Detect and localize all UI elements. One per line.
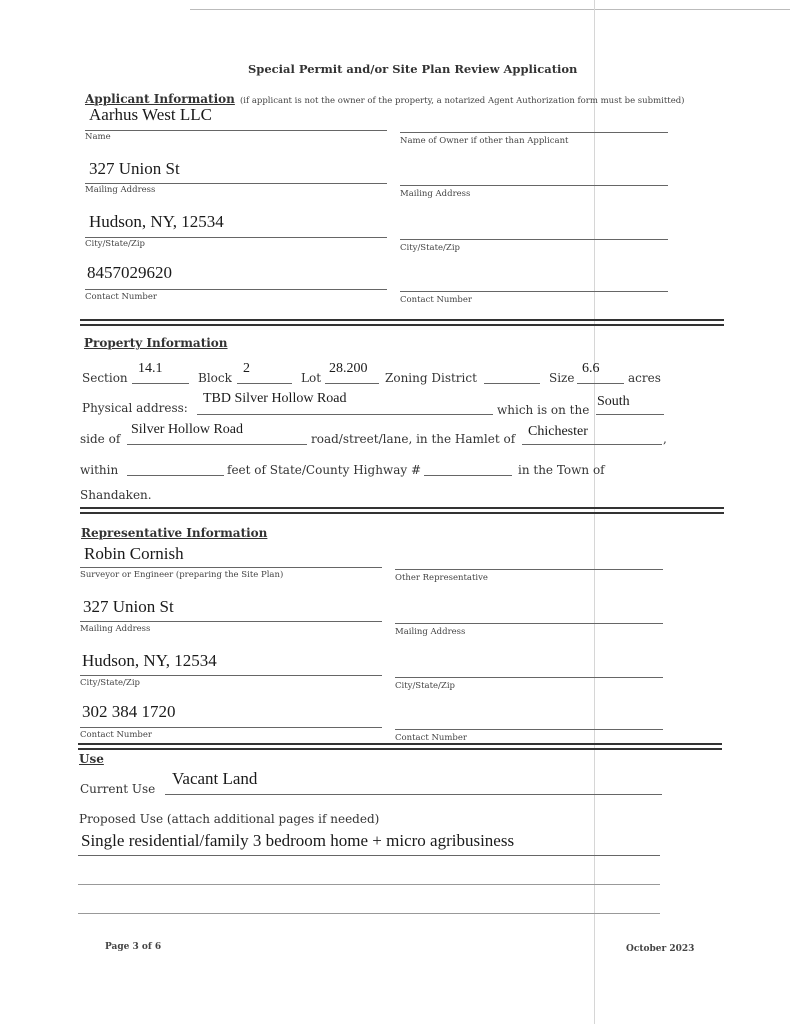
section-divider-3 [78,743,722,750]
owner-name-label: Name of Owner if other than Applicant [400,136,569,146]
rep-name-line [80,567,382,568]
other-rep-phone-label: Contact Number [395,733,467,743]
applicant-city-line [85,237,387,238]
zoning-line[interactable] [484,383,540,384]
current-use-label: Current Use [80,782,156,796]
which-label: which is on the [497,403,590,417]
applicant-name-value[interactable]: Aarhus West LLC [89,105,212,124]
rep-phone-value[interactable]: 302 384 1720 [82,702,176,721]
town-label: in the Town of [518,463,605,477]
owner-city-line[interactable] [400,239,668,240]
side-line [596,414,664,415]
section-divider-2 [80,507,724,514]
rep-name-value[interactable]: Robin Cornish [84,544,184,563]
lot-line [325,383,379,384]
footer-date: October 2023 [626,944,695,954]
rep-city-line [80,675,382,676]
applicant-address-line [85,183,387,184]
owner-city-label: City/State/Zip [400,243,460,253]
hamlet-line [522,444,662,445]
road-line [127,444,307,445]
owner-phone-line[interactable] [400,291,668,292]
owner-address-label: Mailing Address [400,189,471,199]
block-value[interactable]: 2 [243,361,250,376]
proposed-use-line-2[interactable] [78,884,660,885]
section-line [132,383,189,384]
applicant-name-line [85,130,387,131]
applicant-note: (if applicant is not the owner of the property, a notarized Agent Authorization form must be submitted) [239,96,685,106]
highway-line[interactable] [424,475,512,476]
property-heading: Property Information [84,336,228,350]
applicant-city-value[interactable]: Hudson, NY, 12534 [89,212,224,231]
hamlet-comma: , [663,432,667,446]
current-use-line [165,794,662,795]
applicant-phone-line [85,289,387,290]
rep-address-value[interactable]: 327 Union St [83,597,174,616]
block-label: Block [198,371,232,385]
side-value[interactable]: South [597,394,630,409]
lot-label: Lot [301,371,322,385]
feet-label: feet of State/County Highway # [227,463,421,477]
size-label: Size [549,371,575,385]
applicant-address-label: Mailing Address [85,185,156,195]
current-use-value[interactable]: Vacant Land [172,769,258,788]
within-line[interactable] [127,475,224,476]
rep-address-label: Mailing Address [80,624,151,634]
proposed-use-value[interactable]: Single residential/family 3 bedroom home + micro agribusiness [81,831,515,850]
hamlet-value[interactable]: Chichester [528,424,588,439]
applicant-address-value[interactable]: 327 Union St [89,159,180,178]
applicant-heading: Applicant Information [85,92,235,106]
rep-address-line [80,621,382,622]
owner-phone-label: Contact Number [400,295,472,305]
proposed-use-label: Proposed Use (attach additional pages if needed) [79,812,380,826]
lot-value[interactable]: 28.200 [329,361,368,376]
section-value[interactable]: 14.1 [138,361,163,376]
road-label: road/street/lane, in the Hamlet of [311,432,516,446]
rep-phone-line [80,727,382,728]
other-rep-city-line[interactable] [395,677,663,678]
form-title: Special Permit and/or Site Plan Review Application [248,62,578,76]
proposed-use-line-1 [78,855,660,856]
owner-address-line[interactable] [400,185,668,186]
rep-city-value[interactable]: Hudson, NY, 12534 [82,651,217,670]
within-label: within [80,463,119,477]
section-label: Section [82,371,128,385]
other-rep-line[interactable] [395,569,663,570]
owner-name-line[interactable] [400,132,668,133]
other-rep-city-label: City/State/Zip [395,681,455,691]
rep-name-label: Surveyor or Engineer (preparing the Site Plan) [80,570,284,580]
section-divider-1 [80,319,724,326]
rep-city-label: City/State/Zip [80,678,140,688]
acres-label: acres [628,371,661,385]
proposed-use-line-3[interactable] [78,913,660,914]
zoning-label: Zoning District [385,371,477,385]
side-of-label: side of [80,432,121,446]
rep-phone-label: Contact Number [80,730,152,740]
representative-heading: Representative Information [81,526,268,540]
other-rep-address-label: Mailing Address [395,627,466,637]
other-rep-address-line[interactable] [395,623,663,624]
applicant-name-label: Name [85,132,111,142]
size-line [577,383,624,384]
page-number: Page 3 of 6 [105,942,162,952]
physical-address-label: Physical address: [82,401,188,415]
applicant-phone-label: Contact Number [85,292,157,302]
physical-address-line [197,414,493,415]
applicant-phone-value[interactable]: 8457029620 [87,263,172,282]
scan-top-edge [190,9,790,10]
applicant-city-label: City/State/Zip [85,239,145,249]
size-value[interactable]: 6.6 [582,361,600,376]
other-rep-label: Other Representative [395,573,488,583]
road-value[interactable]: Silver Hollow Road [131,422,243,437]
town-value: Shandaken. [80,488,152,502]
block-line [237,383,292,384]
physical-address-value[interactable]: TBD Silver Hollow Road [203,391,347,406]
other-rep-phone-line[interactable] [395,729,663,730]
use-heading: Use [79,752,104,766]
